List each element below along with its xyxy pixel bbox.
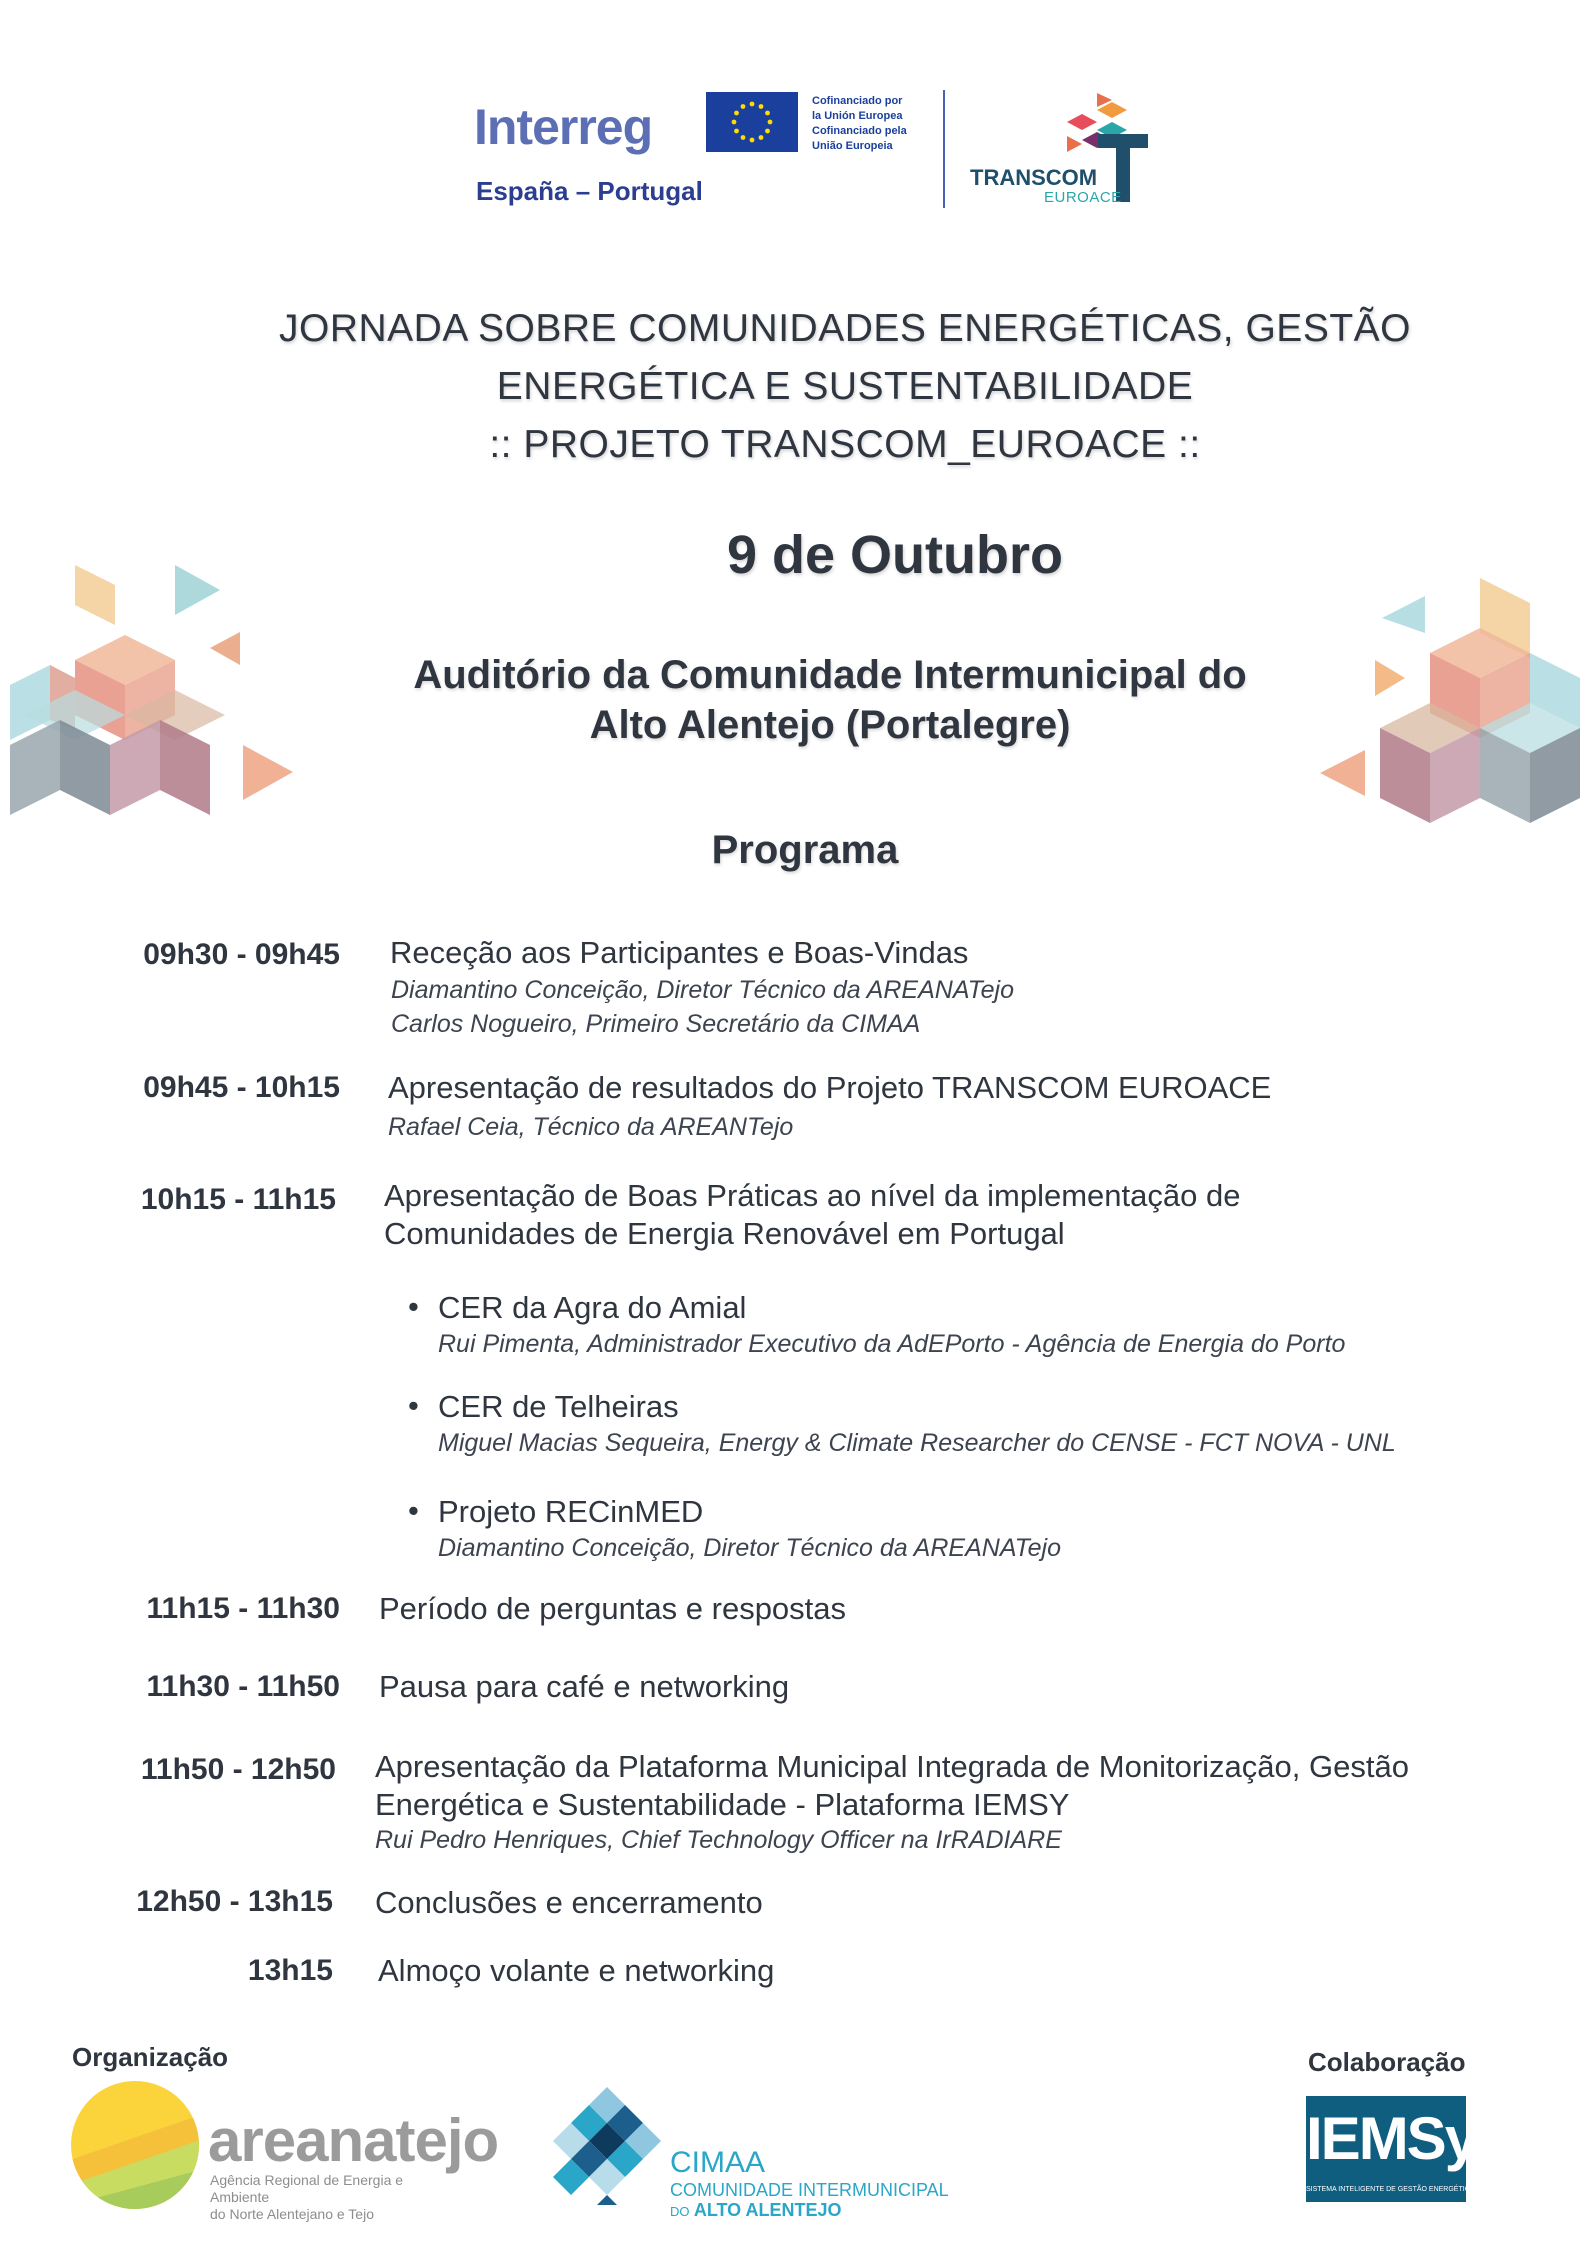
areanatejo-name: areanatejo bbox=[208, 2107, 499, 2174]
program-subitem-title: CER de Telheiras bbox=[438, 1389, 679, 1424]
program-title: Apresentação de Boas Práticas ao nível da implementação de bbox=[384, 1178, 1241, 1213]
program-time: 13h15 bbox=[247, 1954, 333, 1987]
cimaa-logo-icon bbox=[545, 2085, 670, 2210]
program-title: Apresentação da Plataforma Municipal Integrada de Monitorização, Gestão bbox=[375, 1749, 1409, 1784]
program-title: Conclusões e encerramento bbox=[375, 1885, 763, 1920]
event-title-line: ENERGÉTICA E SUSTENTABILIDADE bbox=[496, 365, 1194, 408]
header-divider bbox=[943, 90, 945, 208]
program-title: Período de perguntas e respostas bbox=[379, 1591, 847, 1626]
program-subitem-speaker: Miguel Macias Sequeira, Energy & Climate Researcher do CENSE - FCT NOVA - UNL bbox=[438, 1429, 1396, 1457]
iemsy-tagline: SISTEMA INTELIGENTE DE GESTÃO ENERGÉTICA bbox=[1306, 2186, 1475, 2193]
program-time: 12h50 - 13h15 bbox=[136, 1885, 333, 1918]
cimaa-name: CIMAA bbox=[670, 2146, 766, 2179]
eu-cofunding-line: Cofinanciado por bbox=[812, 95, 903, 107]
program-time: 11h15 - 11h30 bbox=[146, 1592, 340, 1625]
areanatejo-tagline bbox=[210, 2172, 460, 2223]
program-title: Almoço volante e networking bbox=[378, 1953, 775, 1988]
event-title-line: JORNADA SOBRE COMUNIDADES ENERGÉTICAS, GESTÃO bbox=[278, 307, 1412, 350]
event-title-line: :: PROJETO TRANSCOM_EUROACE :: bbox=[489, 423, 1201, 466]
areanatejo-tagline-line: Agência Regional de Energia e Ambiente bbox=[210, 2172, 404, 2205]
decorative-cubes-right bbox=[1320, 578, 1587, 838]
transcom-name: TRANSCOM bbox=[970, 165, 1098, 190]
event-venue bbox=[300, 650, 1360, 750]
event-venue-line: Auditório da Comunidade Intermunicipal do bbox=[413, 653, 1247, 697]
bullet-icon: • bbox=[408, 1493, 419, 1528]
eu-cofunding-line: Cofinanciado pela bbox=[812, 125, 907, 137]
areanatejo-logo-icon bbox=[70, 2080, 200, 2210]
areanatejo-tagline-line: do Norte Alentejano e Tejo bbox=[210, 2206, 374, 2222]
program-time: 10h15 - 11h15 bbox=[140, 1183, 336, 1216]
event-title bbox=[200, 300, 1490, 474]
program-subitem-title: Projeto RECinMED bbox=[438, 1494, 704, 1529]
decorative-cubes-left bbox=[10, 560, 300, 840]
event-venue-line: Alto Alentejo (Portalegre) bbox=[589, 703, 1071, 747]
program-subitem-speaker: Rui Pimenta, Administrador Executivo da AdEPorto - Agência de Energia do Porto bbox=[438, 1330, 1346, 1358]
transcom-subname: EUROACE bbox=[1044, 189, 1122, 206]
eu-cofunding-text bbox=[812, 94, 932, 154]
eu-cofunding-line: la Unión Europea bbox=[812, 110, 903, 122]
cimaa-subtitle-region bbox=[670, 2200, 842, 2221]
program-title: Pausa para café e networking bbox=[379, 1669, 790, 1704]
program-subitem-title: CER da Agra do Amial bbox=[438, 1290, 747, 1325]
program-title: Comunidades de Energia Renovável em Portugal bbox=[384, 1216, 1065, 1251]
program-title: Receção aos Participantes e Boas-Vindas bbox=[390, 935, 969, 970]
iemsy-logo-text: IEMSy bbox=[1306, 2105, 1477, 2172]
program-time: 09h30 - 09h45 bbox=[143, 938, 340, 971]
program-title: Apresentação de resultados do Projeto TRANSCOM EUROACE bbox=[388, 1070, 1272, 1105]
cimaa-subtitle-prefix: DO bbox=[670, 2204, 690, 2219]
bullet-icon: • bbox=[408, 1289, 419, 1324]
cimaa-subtitle: COMUNIDADE INTERMUNICIPAL bbox=[670, 2180, 949, 2200]
collaboration-label: Colaboração bbox=[1308, 2047, 1466, 2077]
program-time: 11h30 - 11h50 bbox=[146, 1670, 340, 1703]
organization-label: Organização bbox=[72, 2042, 229, 2072]
eu-flag-icon bbox=[706, 92, 798, 152]
program-speaker: Carlos Nogueiro, Primeiro Secretário da CIMAA bbox=[391, 1010, 921, 1038]
program-title: Energética e Sustentabilidade - Plataforma IEMSY bbox=[375, 1787, 1070, 1822]
program-speaker: Rafael Ceia, Técnico da AREANTejo bbox=[388, 1113, 794, 1141]
interreg-logo-text: Interreg bbox=[474, 99, 653, 155]
program-time: 11h50 - 12h50 bbox=[140, 1753, 336, 1786]
program-time: 09h45 - 10h15 bbox=[143, 1071, 340, 1104]
eu-cofunding-line: União Europeia bbox=[812, 140, 893, 152]
event-date: 9 de Outubro bbox=[727, 525, 1063, 585]
program-subitem-speaker: Diamantino Conceição, Diretor Técnico da AREANATejo bbox=[438, 1534, 1061, 1562]
bullet-icon: • bbox=[408, 1388, 419, 1423]
cimaa-subtitle-region-name: ALTO ALENTEJO bbox=[693, 2200, 842, 2220]
program-speaker: Diamantino Conceição, Diretor Técnico da AREANATejo bbox=[391, 976, 1014, 1004]
program-heading: Programa bbox=[711, 828, 899, 872]
program-speaker: Rui Pedro Henriques, Chief Technology Officer na IrRADIARE bbox=[375, 1826, 1062, 1854]
interreg-region-text: España – Portugal bbox=[476, 176, 703, 206]
